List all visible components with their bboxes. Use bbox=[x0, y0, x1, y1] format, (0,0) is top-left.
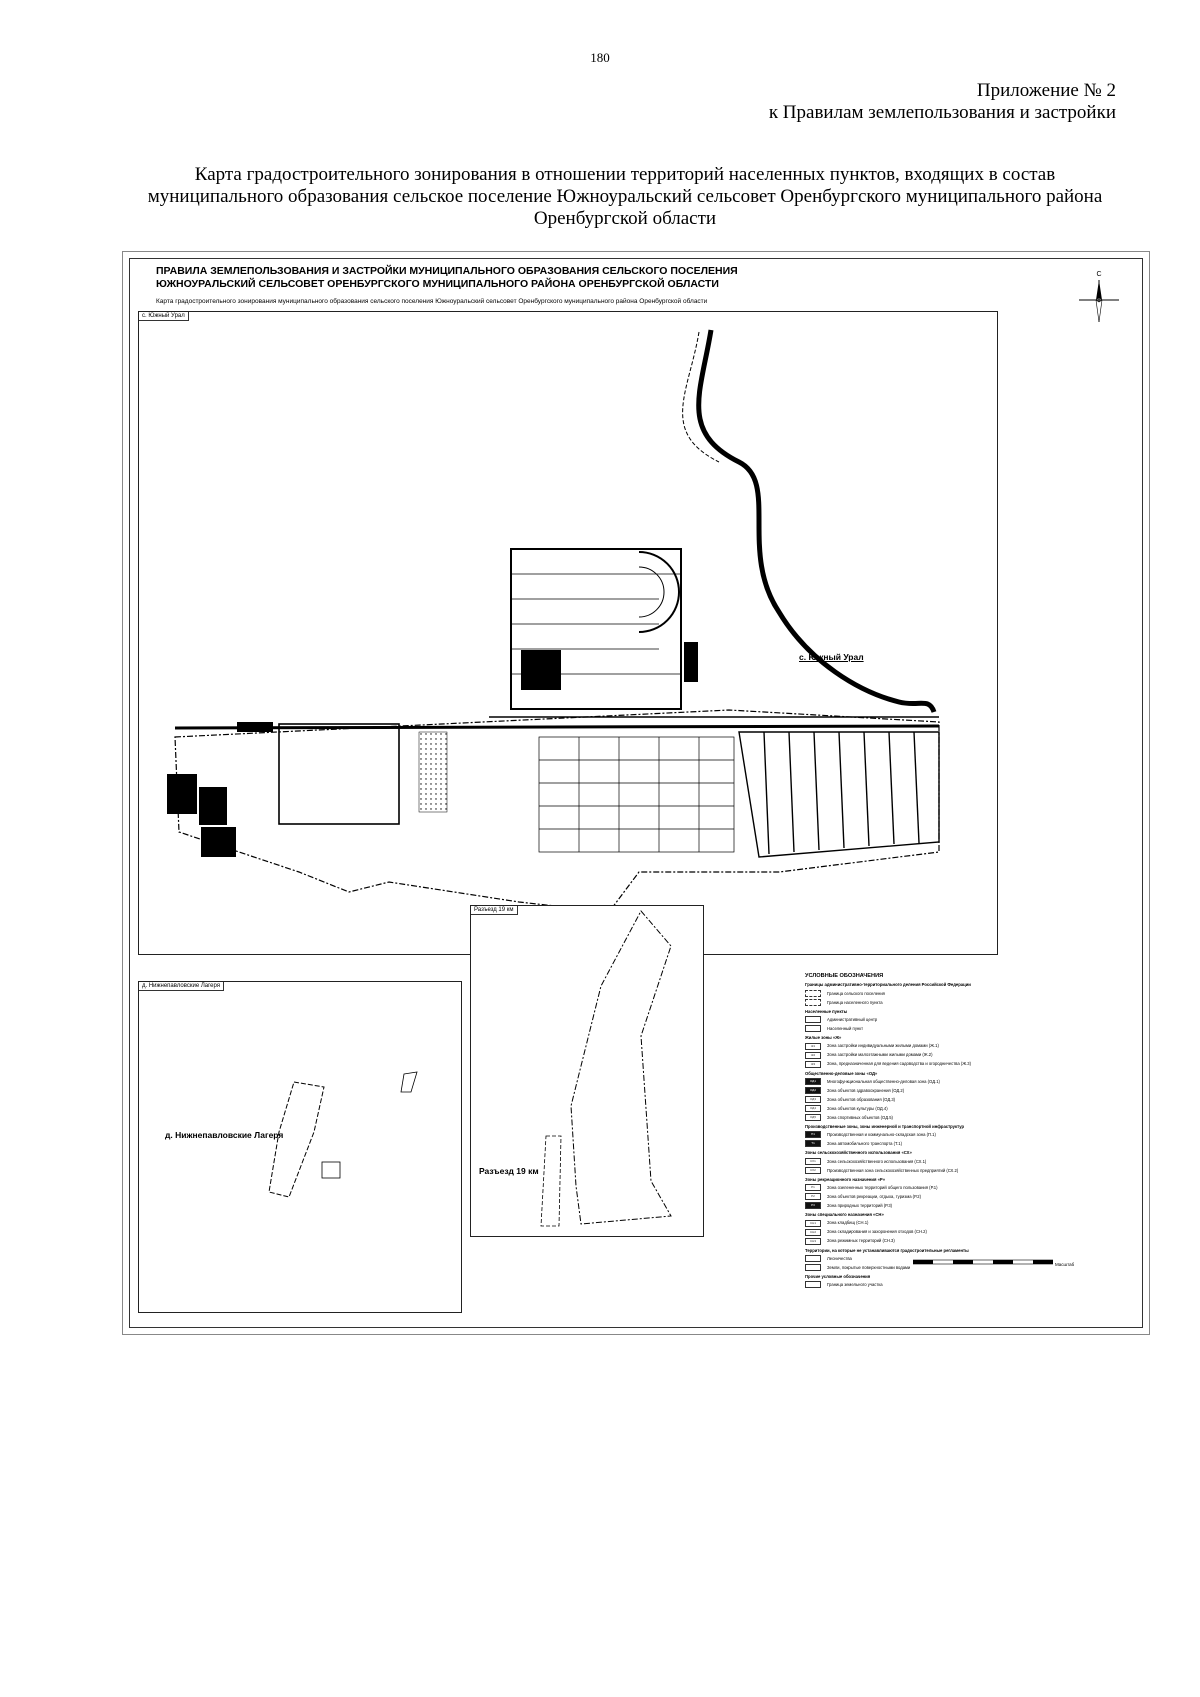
legend-item bbox=[805, 1025, 1025, 1032]
inset2-frame-label: Разъезд 19 км bbox=[471, 906, 518, 915]
title-line-3: Оренбургской области bbox=[533, 208, 717, 229]
legend-item bbox=[805, 1061, 1025, 1068]
industrial-zone-north bbox=[521, 650, 561, 690]
inset-nizhnepavlovskie-frame bbox=[138, 981, 462, 1313]
legend-item-text: Зона кладбищ (СН.1) bbox=[827, 1220, 869, 1226]
legend-item-text: Граница населенного пункта bbox=[827, 999, 883, 1005]
main-road bbox=[175, 726, 939, 728]
legend-swatch: ОД1 bbox=[805, 1078, 821, 1085]
legend-item bbox=[805, 1281, 1025, 1288]
compass-letter: С bbox=[1096, 271, 1102, 278]
legend-item-text: Зона спортивных объектов (ОД.5) bbox=[827, 1114, 893, 1120]
legend-item bbox=[805, 1229, 1025, 1236]
main-place-label: с. Южный Урал bbox=[799, 652, 864, 662]
legend-item-text: Зона застройки малоэтажными жилыми домами (Ж.2) bbox=[827, 1052, 933, 1058]
legend-item bbox=[805, 1052, 1025, 1059]
legend-swatch: СХ2 bbox=[805, 1167, 821, 1174]
settlement-boundary bbox=[175, 710, 939, 912]
west-production-area bbox=[279, 724, 399, 824]
plot-se bbox=[322, 1162, 340, 1178]
legend-section-heading: Территории, на которые не устанавливаются градостроительные регламенты bbox=[805, 1247, 969, 1253]
legend-swatch: Р2 bbox=[805, 1193, 821, 1200]
legend-section-heading: Прочие условные обозначения bbox=[805, 1274, 871, 1280]
legend-item-text: Зона озелененных территорий общего пользования (Р.1) bbox=[827, 1185, 938, 1191]
legend-item bbox=[805, 1184, 1025, 1191]
legend-swatch: СН2 bbox=[805, 1229, 821, 1236]
legend-swatch: Р3 bbox=[805, 1202, 821, 1209]
legend-item-text: Земли, покрытые поверхностными водами bbox=[827, 1264, 911, 1270]
legend-item-text: Граница земельного участка bbox=[827, 1282, 883, 1288]
title-line-2: муниципального образования сельское поселение Южноуральский сельсовет Оренбургского муниципального района bbox=[147, 186, 1103, 207]
legend-item-text: Многофункциональная общественно-деловая зона (ОД.1) bbox=[827, 1078, 940, 1084]
main-map-drawing bbox=[139, 312, 997, 954]
legend-item-text: Административный центр bbox=[827, 1017, 878, 1023]
main-map-frame bbox=[138, 311, 998, 955]
zoning-map-sheet bbox=[122, 251, 1150, 1335]
legend-item bbox=[805, 1220, 1025, 1227]
legend-item bbox=[805, 1105, 1025, 1112]
dark-zone-4 bbox=[201, 827, 236, 857]
legend-swatch bbox=[805, 1255, 821, 1262]
legend-item bbox=[805, 1043, 1025, 1050]
legend-item-text: Лесничества bbox=[827, 1255, 852, 1261]
legend-item-text: Зона объектов рекреации, отдыха, туризма (Р.2) bbox=[827, 1194, 921, 1200]
legend-item-text: Зона сельскохозяйственного использования (СХ.1) bbox=[827, 1158, 927, 1164]
legend-swatch: ОД3 bbox=[805, 1096, 821, 1103]
map-heading-line-1: ПРАВИЛА ЗЕМЛЕПОЛЬЗОВАНИЯ И ЗАСТРОЙКИ МУНИЦИПАЛЬНОГО ОБРАЗОВАНИЯ СЕЛЬСКОГО ПОСЕЛЕНИЯ bbox=[156, 265, 738, 277]
legend-title: УСЛОВНЫЕ ОБОЗНАЧЕНИЯ bbox=[805, 973, 884, 979]
appendix-note bbox=[769, 80, 1116, 124]
dark-zone-1 bbox=[237, 722, 273, 732]
legend-item bbox=[805, 1078, 1025, 1085]
legend-item-text: Зона объектов здравоохранения (ОД.2) bbox=[827, 1087, 905, 1093]
legend-swatch: Ж1 bbox=[805, 1043, 821, 1050]
plot-west bbox=[541, 1136, 561, 1226]
page-number: 180 bbox=[590, 50, 610, 65]
inset1-frame-label: д. Нижнепавловские Лагеря bbox=[139, 982, 224, 991]
legend-swatch: СН3 bbox=[805, 1238, 821, 1245]
legend-item bbox=[805, 1167, 1025, 1174]
dark-zone-3 bbox=[199, 787, 227, 825]
legend-swatch: П1 bbox=[805, 1131, 821, 1138]
legend-item bbox=[805, 990, 1025, 997]
main-frame-label: с. Южный Урал bbox=[139, 312, 189, 321]
legend-item bbox=[805, 999, 1025, 1006]
legend-item-text: Производственная зона сельскохозяйственных предприятий (СХ.2) bbox=[827, 1167, 959, 1173]
legend-swatch: Р1 bbox=[805, 1184, 821, 1191]
inset1-drawing bbox=[139, 982, 461, 1312]
legend-item-text: Зона складирования и захоронения отходов (СН.2) bbox=[827, 1229, 927, 1235]
legend-section-heading: Зоны рекреационного назначения «Р» bbox=[805, 1176, 886, 1182]
legend-swatch: СХ1 bbox=[805, 1158, 821, 1165]
legend-item bbox=[805, 1202, 1025, 1209]
inset1-place-label: д. Нижнепавловские Лагеря bbox=[165, 1130, 284, 1140]
legend-item bbox=[805, 1158, 1025, 1165]
legend-swatch: ОД2 bbox=[805, 1087, 821, 1094]
legend-swatch bbox=[805, 999, 821, 1006]
legend-item-text: Зона природных территорий (Р.3) bbox=[827, 1203, 893, 1209]
legend-item bbox=[805, 1016, 1025, 1023]
legend-item bbox=[805, 1096, 1025, 1103]
legend-section-heading: Зоны сельскохозяйственного использования «СХ» bbox=[805, 1150, 912, 1156]
legend-swatch bbox=[805, 1281, 821, 1288]
recreation-zone bbox=[419, 732, 447, 812]
legend-swatch bbox=[805, 1016, 821, 1023]
legend-swatch bbox=[805, 990, 821, 997]
appendix-line-1: Приложение № 2 bbox=[976, 80, 1116, 101]
legend-item-text: Производственная и коммунально-складская зона (П.1) bbox=[827, 1132, 936, 1138]
south-block-grid bbox=[539, 737, 734, 852]
legend-swatch: ОД5 bbox=[805, 1114, 821, 1121]
legend-item bbox=[805, 1087, 1025, 1094]
inset2-drawing bbox=[471, 906, 703, 1236]
map-subheading: Карта градостроительного зонирования муниципального образования сельского поселения Южноуральский сельсовет Оренбургского муниципального района Оренбургской области bbox=[156, 298, 708, 305]
legend-swatch: ОД4 bbox=[805, 1105, 821, 1112]
legend-item-text: Зона объектов образования (ОД.3) bbox=[827, 1096, 896, 1102]
inset2-place-label: Разъезд 19 км bbox=[479, 1166, 539, 1176]
title-line-1: Карта градостроительного зонирования в отношении территорий населенных пунктов, входящих в состав bbox=[194, 164, 1056, 185]
legend-item-text: Граница сельского поселения bbox=[827, 990, 885, 996]
legend-section-heading: Общественно-деловые зоны «ОД» bbox=[805, 1070, 878, 1076]
inset-razezd-frame bbox=[470, 905, 704, 1237]
legend-item bbox=[805, 1193, 1025, 1200]
legend-item bbox=[805, 1140, 1025, 1147]
scale-bar bbox=[913, 1258, 1053, 1268]
legend-section-heading: Жилые зоны «Ж» bbox=[805, 1035, 842, 1041]
legend-swatch bbox=[805, 1264, 821, 1271]
appendix-line-2: к Правилам землепользования и застройки bbox=[768, 102, 1116, 123]
legend-section-heading: Населенные пункты bbox=[805, 1008, 848, 1014]
legend-item-text: Населенный пункт bbox=[827, 1026, 864, 1032]
document-title bbox=[105, 164, 1145, 230]
map-heading bbox=[156, 265, 856, 291]
legend-item bbox=[805, 1131, 1025, 1138]
plot-ne bbox=[401, 1072, 417, 1092]
legend-swatch: Т1 bbox=[805, 1140, 821, 1147]
legend-section-heading: Границы административно-территориального деления Российской Федерации bbox=[805, 982, 971, 988]
scale-label: Масштаб bbox=[1055, 1262, 1075, 1267]
legend-item bbox=[805, 1114, 1025, 1121]
dark-zone-2 bbox=[167, 774, 197, 814]
legend-section-heading: Производственные зоны, зоны инженерной и транспортной инфраструктур bbox=[805, 1124, 965, 1130]
legend-section-heading: Зоны специального назначения «СН» bbox=[805, 1212, 884, 1218]
map-legend bbox=[805, 974, 1025, 1290]
north-arrow-icon bbox=[1077, 268, 1121, 329]
legend-swatch: Ж2 bbox=[805, 1052, 821, 1059]
legend-swatch bbox=[805, 1025, 821, 1032]
legend-swatch: Ж3 bbox=[805, 1061, 821, 1068]
legend-item-text: Зона застройки индивидуальными жилыми домами (Ж.1) bbox=[827, 1043, 939, 1049]
legend-swatch: СН1 bbox=[805, 1220, 821, 1227]
zone-dark-east bbox=[684, 642, 698, 682]
map-heading-line-2: ЮЖНОУРАЛЬСКИЙ СЕЛЬСОВЕТ ОРЕНБУРГСКОГО МУНИЦИПАЛЬНОГО РАЙОНА ОРЕНБУРГСКОЙ ОБЛАСТИ bbox=[156, 278, 719, 290]
legend-item-text: Зона объектов культуры (ОД.4) bbox=[827, 1105, 888, 1111]
settlement-boundary-inset2 bbox=[571, 911, 671, 1224]
east-agricultural-strips bbox=[739, 732, 939, 857]
legend-item-text: Зона, предназначенная для ведения садоводства и огородничества (Ж.3) bbox=[827, 1061, 971, 1067]
legend-item bbox=[805, 1238, 1025, 1245]
legend-item-text: Зона режимных территорий (СН.3) bbox=[827, 1238, 895, 1244]
legend-item-text: Зона автомобильного транспорта (Т.1) bbox=[827, 1141, 903, 1147]
